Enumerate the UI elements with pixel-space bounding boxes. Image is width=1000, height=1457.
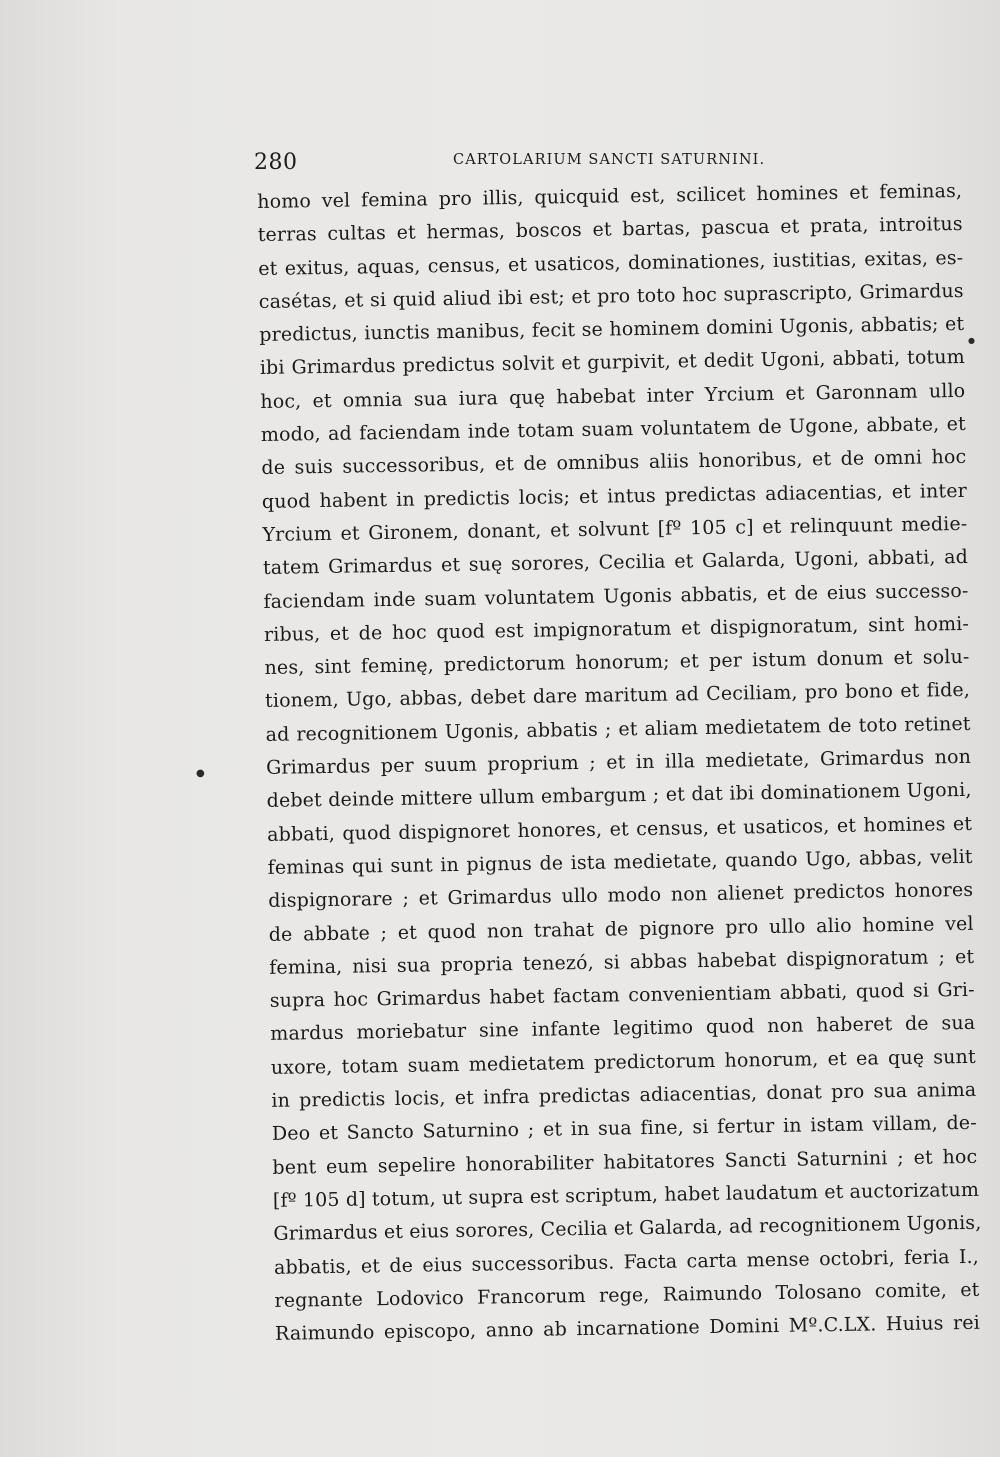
page-number: 280 <box>254 150 298 175</box>
text-line: quod habent in predictis locis; et intus predictas adiacentias, et inter <box>261 479 968 513</box>
text-line: de abbate ; et quod non trahat de pignore pro ullo alio homine vel <box>268 912 974 946</box>
text-line: hoc, et omnia sua iura quę habebat inter Yrcium et Garonnam ullo <box>260 379 966 413</box>
text-line: Grimardus per suum proprium ; et in illa medietate, Grimardus non <box>265 745 972 779</box>
text-line: Raimundo episcopo, anno ab incarnatione Domini Mº.C.LX. Huius rei <box>274 1311 981 1345</box>
text-line: Deo et Sancto Saturnino ; et in sua fine, si fertur in istam villam, de- <box>271 1112 977 1146</box>
text-line: debet deinde mittere ullum embargum ; et dat ibi dominationem Ugoni, <box>266 779 972 813</box>
text-line: supra hoc Grimardus habet factam convenientiam abbati, quod si Gri- <box>269 978 975 1013</box>
running-title: CARTOLARIUM SANCTI SATURNINI. <box>453 152 766 168</box>
text-line: tatem Grimardus et suę sorores, Cecilia et Galarda, Ugoni, abbati, ad <box>262 546 969 580</box>
text-line: feminas qui sunt in pignus de ista medietate, quando Ugo, abbas, velit <box>267 845 973 879</box>
text-line: bent eum sepelire honorabiliter habitatores Sancti Saturnini ; et hoc <box>272 1145 978 1179</box>
text-line: predictus, iunctis manibus, fecit se hominem domini Ugonis, abbatis; et <box>259 313 965 347</box>
text-line: terras cultas et hermas, boscos et bartas, pascua et prata, introitus <box>257 213 963 247</box>
text-line: femina, nisi sua propria tenezó, si abbas habebat dispignoratum ; et <box>269 945 975 979</box>
text-line: Grimardus et eius sorores, Cecilia et Galarda, ad recognitionem Ugonis, <box>273 1211 982 1246</box>
text-line: et exitus, aquas, census, et usaticos, dominationes, iustitias, exitas, es- <box>258 246 964 280</box>
text-line: casétas, et si quid aliud ibi est; et pro toto hoc suprascripto, Grimardus <box>258 279 964 313</box>
text-line: [fº 105 d] totum, ut supra est scriptum, habet laudatum et auctorizatum <box>272 1178 980 1212</box>
text-line: modo, ad faciendam inde totam suam voluntatem de Ugone, abbate, et <box>260 412 966 447</box>
text-line: dispignorare ; et Grimardus ullo modo non alienet predictos honores <box>268 879 974 913</box>
text-line: in predictis locis, et infra predictas adiacentias, donat pro sua anima <box>271 1078 977 1112</box>
margin-dot-mark: ● <box>196 768 205 779</box>
margin-dot-mark: ● <box>968 336 975 345</box>
text-line: regnante Lodovico Francorum rege, Raimundo Tolosano comite, et <box>274 1278 980 1312</box>
text-line: de suis successoribus, et de omnibus aliis honoribus, et de omni hoc <box>261 446 967 480</box>
text-line: ibi Grimardus predictus solvit et gurpivit, et dedit Ugoni, abbati, totum <box>259 346 965 380</box>
text-line: mardus moriebatur sine infante legitimo quod non haberet de sua <box>270 1012 976 1046</box>
text-line: ad recognitionem Ugonis, abbatis ; et aliam medietatem de toto retinet <box>265 712 971 746</box>
text-line: abbatis, et de eius successoribus. Facta carta mense octobri, feria I., <box>273 1245 980 1279</box>
text-line: nes, sint feminę, predictorum honorum; et per istum donum et solu- <box>264 646 970 680</box>
text-line: uxore, totam suam medietatem predictorum honorum, et ea quę sunt <box>270 1045 976 1079</box>
text-line: ribus, et de hoc quod est impignoratum et dispignoratum, sint homi- <box>263 612 970 646</box>
running-header <box>254 150 774 180</box>
body-text <box>257 175 980 1351</box>
text-line: faciendam inde suam voluntatem Ugonis abbatis, et de eius successo- <box>263 579 969 613</box>
text-line: Yrcium et Gironem, donant, et solvunt [fº 105 c] et relinquunt medie- <box>262 512 968 546</box>
text-line: tionem, Ugo, abbas, debet dare maritum ad Ceciliam, pro bono et fide, <box>264 679 971 713</box>
text-line: abbati, quod dispignoret honores, et census, et usaticos, et homines et <box>267 812 973 846</box>
text-line: homo vel femina pro illis, quicquid est, scilicet homines et feminas, <box>257 179 963 213</box>
